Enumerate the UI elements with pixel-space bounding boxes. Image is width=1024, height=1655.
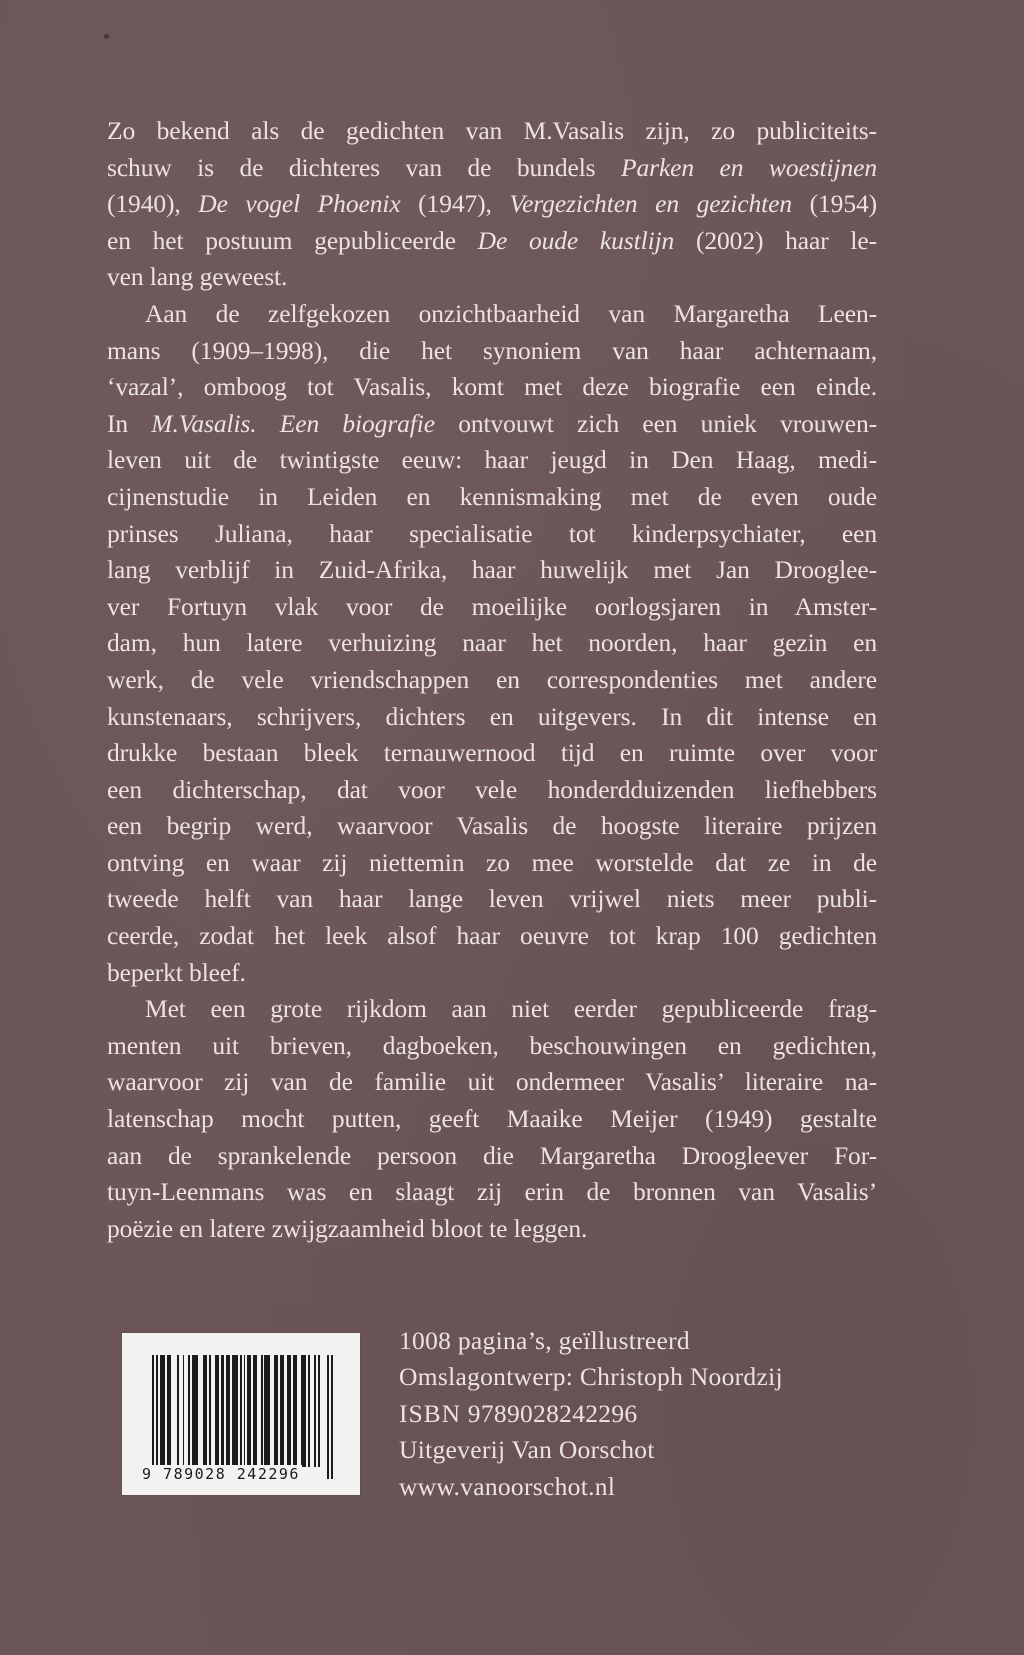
blurb-line (107, 552, 877, 589)
text-run: kunstenaars, schrijvers, dichters en uitgevers. In dit intense en (107, 701, 877, 731)
text-run: werk, de vele vriendschappen en correspondenties met andere (107, 664, 877, 694)
blurb-line (107, 150, 877, 187)
blurb-line (107, 1138, 877, 1175)
isbn-label: ISBN (399, 1398, 462, 1428)
text-run: tweede helft van haar lange leven vrijwel niets meer publi- (107, 884, 877, 914)
blurb-line (107, 991, 877, 1028)
blurb-line (107, 845, 877, 882)
barcode-digits: 9 789028 242296 (142, 1465, 300, 1483)
blurb-line (107, 186, 877, 223)
text-run: waarvoor zij van de familie uit ondermeer Vasalis’ literaire na- (107, 1067, 877, 1097)
isbn-number: 9789028242296 (467, 1398, 638, 1428)
text-run: Zo bekend als de gedichten van M.Vasalis zijn, zo publiciteits- (107, 116, 877, 145)
blurb-line (107, 699, 877, 736)
text-run: beperkt bleef. (107, 957, 246, 987)
colophon (399, 1323, 783, 1505)
blurb-line (107, 259, 877, 296)
blurb-line (107, 1028, 877, 1065)
text-run: poëzie en latere zwijgzaamheid bloot te leggen. (107, 1213, 588, 1243)
isbn-line (399, 1396, 783, 1432)
text-run: een dichterschap, dat voor vele honderdduizenden liefhebbers (107, 774, 877, 804)
blurb-line (107, 369, 877, 406)
text-run: een begrip werd, waarvoor Vasalis de hoogste literaire prijzen (107, 811, 877, 841)
text-run: drukke bestaan bleek ternauwernood tijd en ruimte over voor (107, 738, 877, 768)
text-run: ontvouwt zich een uniek vrouwen- (435, 408, 878, 438)
text-run: mans (1909–1998), die het synoniem van haar achternaam, (107, 335, 877, 365)
text-run: en het postuum gepubliceerde (107, 225, 478, 255)
blurb-line (107, 1211, 877, 1248)
blurb-line (107, 1064, 877, 1101)
italic-title: De vogel Phoenix (198, 189, 401, 219)
blurb-line (107, 516, 877, 553)
italic-title: M.Vasalis. Een biografie (151, 408, 435, 438)
text-run: aan de sprankelende persoon die Margaretha Droogleever For- (107, 1140, 877, 1170)
publisher-name: Uitgeverij Van Oorschot (399, 1435, 655, 1465)
cover-design-credit: Omslagontwerp: Christoph Noordzij (399, 1362, 783, 1392)
text-run: Aan de zelfgekozen onzichtbaarheid van Margaretha Leen- (145, 298, 877, 328)
text-run: ontving en waar zij niettemin zo mee worstelde dat ze in de (107, 847, 877, 877)
blurb-line (107, 406, 877, 443)
italic-title: De oude kustlijn (477, 225, 675, 255)
text-run: ver Fortuyn vlak voor de moeilijke oorlogsjaren in Amster- (107, 591, 877, 621)
text-run: latenschap mocht putten, geeft Maaike Meijer (1949) gestalte (107, 1104, 877, 1134)
blurb-line (107, 296, 877, 333)
publisher-website[interactable]: www.vanoorschot.nl (399, 1471, 616, 1501)
blurb-line (107, 223, 877, 260)
blurb-line (107, 1174, 877, 1211)
text-run: dam, hun latere verhuizing naar het noorden, haar gezin en (107, 628, 877, 658)
blurb-line (107, 625, 877, 662)
italic-title: Parken en woestijnen (621, 152, 877, 182)
blurb-line (107, 772, 877, 809)
text-run: (1954) (792, 189, 878, 219)
text-run: cijnenstudie in Leiden en kennismaking met de even oude (107, 481, 877, 511)
text-run: lang verblijf in Zuid-Afrika, haar huwelijk met Jan Drooglee- (107, 555, 877, 585)
blurb-line (107, 589, 877, 626)
text-run: leven uit de twintigste eeuw: haar jeugd in Den Haag, medi- (107, 445, 877, 475)
italic-title: Vergezichten en gezichten (509, 189, 793, 219)
blurb-line (107, 955, 877, 992)
page-count: 1008 pagina’s, geïllustreerd (399, 1326, 690, 1355)
paper-speck (104, 34, 109, 39)
text-run: menten uit brieven, dagboeken, beschouwingen en gedichten, (107, 1030, 877, 1060)
text-run: ven lang geweest. (107, 262, 288, 292)
blurb-line (107, 1101, 877, 1138)
blurb-line (107, 735, 877, 772)
blurb-line (107, 479, 877, 516)
blurb-line (107, 333, 877, 370)
text-run: (1947), (400, 189, 510, 219)
barcode-label (122, 1333, 360, 1495)
barcode-bar (331, 1355, 333, 1479)
text-run: schuw is de dichteres van de bundels (107, 152, 622, 182)
text-run: In (107, 408, 152, 438)
blurb-line (107, 113, 877, 150)
barcode-icon (152, 1355, 334, 1475)
blurb-line (107, 881, 877, 918)
text-run: ceerde, zodat het leek alsof haar oeuvre tot krap 100 gedichten (107, 921, 877, 951)
text-run: tuyn-Leenmans was en slaagt zij erin de bronnen van Vasalis’ (107, 1177, 877, 1207)
blurb-text (107, 113, 877, 1247)
text-run: (2002) haar le- (674, 225, 877, 255)
text-run: ‘vazal’, omboog tot Vasalis, komt met deze biografie een einde. (107, 372, 877, 402)
text-run: prinses Juliana, haar specialisatie tot kinderpsychiater, een (107, 518, 877, 548)
blurb-line (107, 918, 877, 955)
text-run: (1940), (107, 189, 199, 219)
blurb-line (107, 808, 877, 845)
text-run: Met een grote rijkdom aan niet eerder gepubliceerde frag- (145, 994, 877, 1024)
blurb-line (107, 442, 877, 479)
blurb-line (107, 662, 877, 699)
